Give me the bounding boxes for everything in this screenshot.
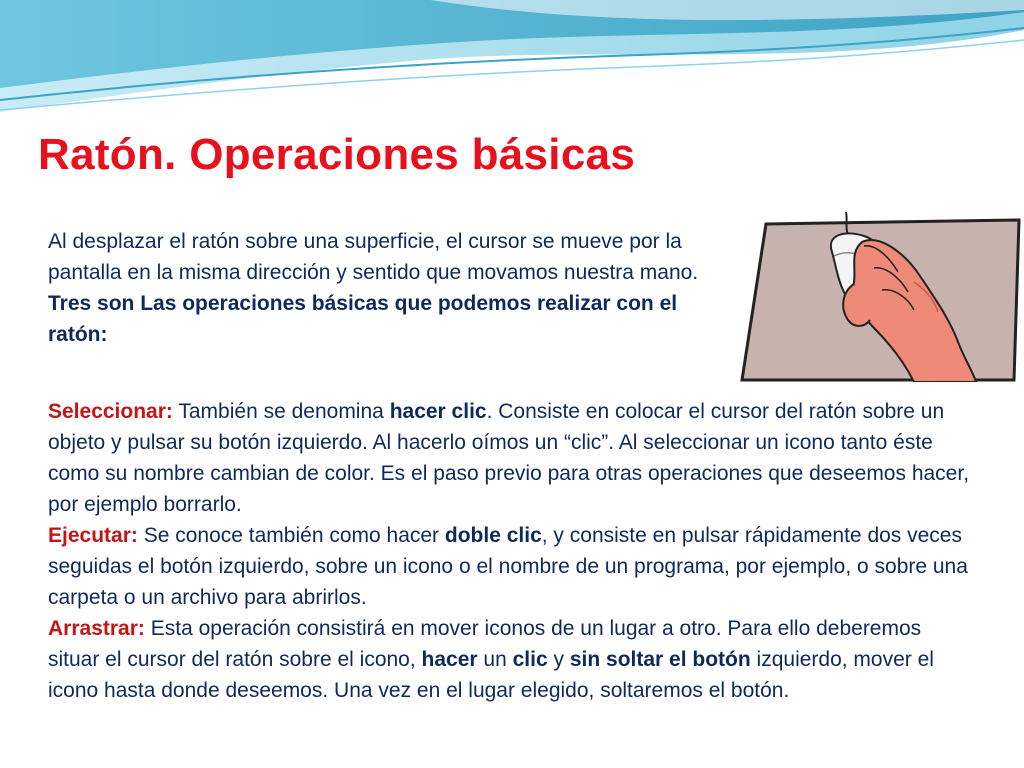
term-execute: Ejecutar: <box>48 524 138 547</box>
select-text-1: También se denomina <box>178 400 384 423</box>
drag-bold-1: hacer <box>421 648 478 671</box>
drag-bold-2: clic <box>512 648 548 671</box>
drag-text-1: Esta operación consistirá en mover iconos de un lugar a otro. Para ello deberemos situar el cursor del ratón sobre el icono, <box>48 617 922 671</box>
select-text-2: . Consiste en colocar el cursor del ratón sobre un objeto y pulsar su botón izquierdo. Al hacerlo oímos un “clic”. Al seleccionar un icono tanto éste como su nombre cambian de color. Es el paso previo para otras operaciones que deseemos hacer, por ejemplo borrarlo. <box>48 400 970 516</box>
intro-paragraph <box>48 226 728 350</box>
operations-description <box>48 396 978 706</box>
term-drag: Arrastrar: <box>48 617 145 640</box>
drag-text-2: un <box>483 648 507 671</box>
slide-title: Ratón. Operaciones básicas <box>38 130 636 179</box>
drag-bold-3: sin soltar el botón <box>569 648 751 671</box>
drag-text-4: izquierdo, mover el icono hasta donde deseemos. Una vez en el lugar elegido, soltaremos el botón. <box>48 648 934 702</box>
hand-on-mouse-pad-icon <box>714 212 1024 382</box>
execute-bold-1: doble clic <box>444 524 542 547</box>
execute-text-1: Se conoce también como hacer <box>143 524 440 547</box>
execute-text-2: , y consiste en pulsar rápidamente dos veces seguidas el botón izquierdo, sobre un icono o el nombre de un programa, por ejemplo, o sobre una carpeta o un archivo para abrirlos. <box>48 524 968 609</box>
intro-bold-text: Tres son Las operaciones básicas que podemos realizar con el ratón: <box>48 292 678 346</box>
select-bold-1: hacer clic <box>389 400 487 423</box>
intro-text: Al desplazar el ratón sobre una superficie, el cursor se mueve por la pantalla en la misma dirección y sentido que movamos nuestra mano. <box>48 230 699 284</box>
drag-text-3: y <box>553 648 564 671</box>
wave-header-decoration <box>0 0 1024 125</box>
term-select: Seleccionar: <box>48 400 173 423</box>
